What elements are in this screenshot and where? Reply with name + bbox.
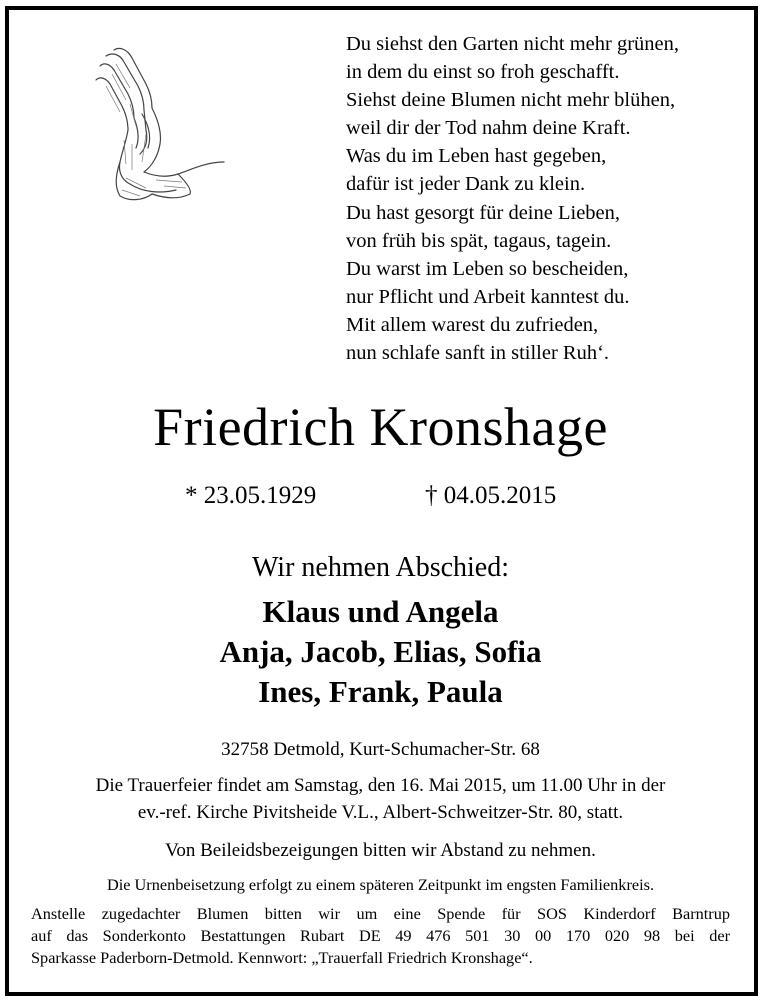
mourners-list bbox=[0, 592, 761, 712]
poem-line: dafür ist jeder Dank zu klein. bbox=[346, 173, 586, 196]
memorial-poem bbox=[346, 30, 746, 367]
donation-line: auf das Sonderkonto Bestattungen Rubart DE 49 476 501 30 00 170 020 98 bei der bbox=[31, 926, 730, 945]
mourner-line: Klaus und Angela bbox=[262, 594, 499, 629]
service-line: Die Trauerfeier findet am Samstag, den 16. Mai 2015, um 11.00 Uhr in der bbox=[95, 775, 666, 796]
urn-burial-note: Die Urnenbeisetzung erfolgt zu einem späteren Zeitpunkt im engsten Familienkreis. bbox=[106, 875, 655, 894]
death-date: † 04.05.2015 bbox=[425, 482, 557, 509]
farewell-heading: Wir nehmen Abschied: bbox=[251, 552, 510, 583]
praying-hands-icon bbox=[86, 44, 236, 206]
poem-line: Mit allem warest du zufrieden, bbox=[346, 313, 599, 336]
deceased-name: Friedrich Kronshage bbox=[153, 397, 608, 457]
poem-line: nur Pflicht und Arbeit kanntest du. bbox=[346, 285, 630, 308]
family-address: 32758 Detmold, Kurt-Schumacher-Str. 68 bbox=[221, 739, 540, 760]
condolence-note: Von Beileidsbezeigungen bitten wir Abstand zu nehmen. bbox=[165, 840, 596, 861]
donation-line: Sparkasse Paderborn-Detmold. Kennwort: „Trauerfall Friedrich Kronshage“. bbox=[31, 948, 533, 967]
mourner-line: Anja, Jacob, Elias, Sofia bbox=[219, 634, 542, 669]
service-line: ev.-ref. Kirche Pivitsheide V.L., Albert-Schweitzer-Str. 80, statt. bbox=[137, 802, 624, 823]
poem-line: weil dir der Tod nahm deine Kraft. bbox=[346, 117, 631, 140]
poem-line: Was du im Leben hast gegeben, bbox=[346, 145, 607, 168]
funeral-service-info bbox=[0, 772, 761, 826]
donation-line: Anstelle zugedachter Blumen bitten wir um eine Spende für SOS Kinderdorf Barntrup bbox=[31, 904, 730, 923]
poem-line: Du hast gesorgt für deine Lieben, bbox=[346, 201, 621, 224]
mourner-line: Ines, Frank, Paula bbox=[258, 674, 503, 709]
poem-line: Du siehst den Garten nicht mehr grünen, bbox=[346, 33, 680, 55]
donation-request bbox=[31, 903, 730, 969]
poem-line: von früh bis spät, tagaus, tagein. bbox=[346, 229, 612, 252]
birth-date: * 23.05.1929 bbox=[185, 482, 317, 509]
poem-line: nun schlafe sanft in stiller Ruh‘. bbox=[346, 342, 610, 365]
poem-line: Du warst im Leben so bescheiden, bbox=[346, 257, 629, 280]
poem-line: Siehst deine Blumen nicht mehr blühen, bbox=[346, 89, 676, 112]
poem-line: in dem du einst so froh geschafft. bbox=[346, 61, 620, 84]
